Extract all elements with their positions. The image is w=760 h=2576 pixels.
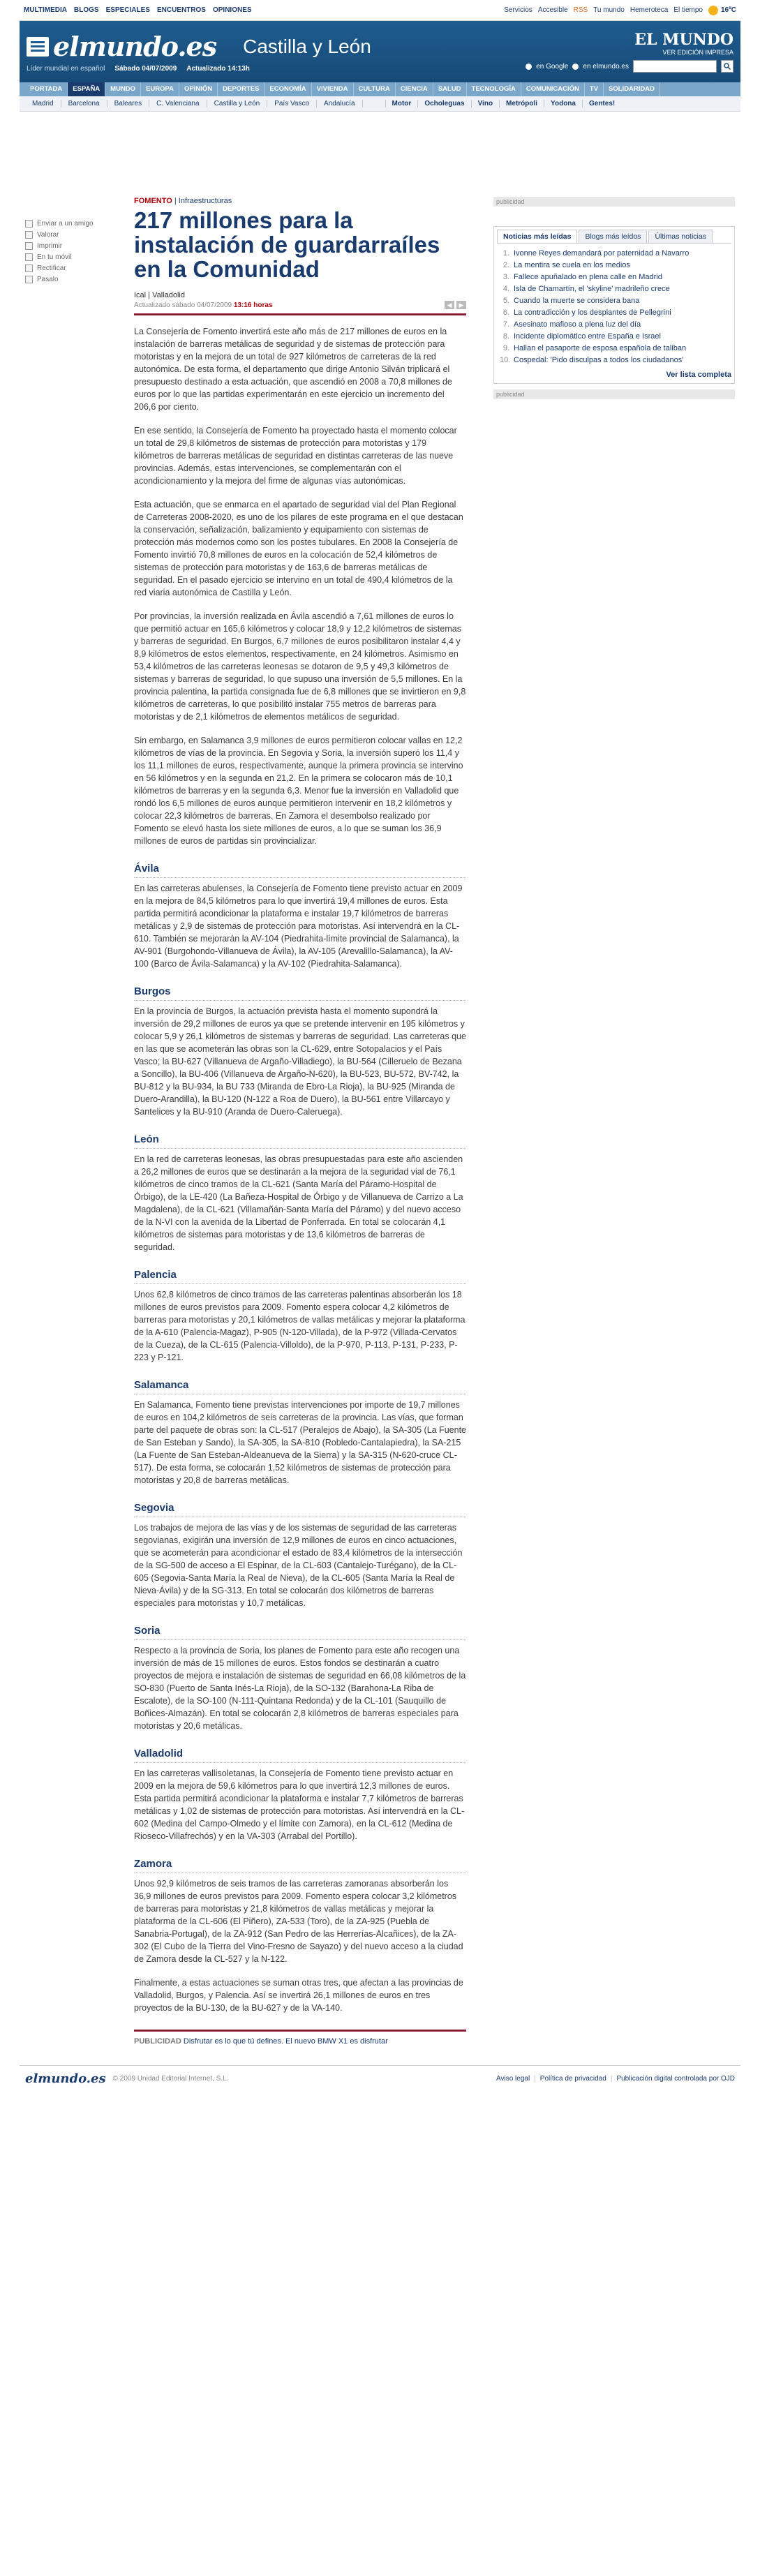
article-headline: 217 millones para la instalación de guardarraíles en la Comunidad	[134, 207, 440, 282]
article-updated-text	[134, 301, 273, 309]
top-link-hemeroteca[interactable]: Hemeroteca	[629, 6, 669, 14]
article-updated	[134, 301, 466, 309]
footer-links	[496, 2075, 735, 2083]
most-read-item[interactable]	[500, 319, 729, 331]
top-bar	[20, 0, 740, 21]
article-subheading: Palencia	[134, 1269, 466, 1284]
article-paragraph: Por provincias, la inversión realizada en Ávila ascendió a 7,61 millones de euros lo que permitió actuar en 165,6 kilómetros y colocar 18,9 y 12,2 kilómetros de sistemas y barreras de seguridad. En Burgos, 6,7 millones de euros posibilitaron instalar 4,4 y 8,9 kilómetros de estos elementos, respectivamente, en 24 kilómetros. Asimismo en 53,4 kilómetros de las carreteras leonesas se dotaron de 9,5 y 49,3 kilómetros de sistemas y barreras de seguridad, lo que supuso una inversión de 5,5 millones. En la provincia palentina, la partida consignada fue de 6,8 millones que se invirtieron en 9,8 kilómetros de carreteras, lo que posibilitó instalar 755 metros de barreras para motoristas y de 2,1 kilómetros de elementos metálicos de seguridad.	[134, 611, 466, 722]
article-subsection[interactable]: Infraestructuras	[178, 197, 232, 205]
logo-text: elmundo.es	[53, 31, 217, 62]
article-body	[134, 325, 466, 2014]
search-google-radio[interactable]	[526, 64, 532, 70]
footer-link-ojd[interactable]: Publicación digital controlada por OJD	[616, 2075, 735, 2083]
item-number: 3.	[502, 273, 509, 281]
article-paragraph: Respecto a la provincia de Soria, los planes de Fomento para este año recogen una inversión de más de 15 millones de euros. Estos fondos se destinarán a cuatro proyectos de mejora e instalación de sistemas de seguridad en 66,08 kilómetros de la SO-830 (Puerto de Santa Inés-La Rioja), de la SO-132 (Barahona-La Riba de Escalote), de la SO-100 (N-111-Quintana Redonda) y de la CL-101 (Sauquillo de Boñices-Almazán). En total se colocarán 2,8 kilómetros de barreras especiales para motoristas y 20,6 metálicas.	[134, 1646, 466, 1731]
promo-nav-item[interactable]: Gentes!	[582, 100, 621, 107]
section-nav-item[interactable]: DEPORTES	[218, 82, 264, 96]
ad-label: PUBLICIDAD	[134, 2037, 181, 2046]
printer-icon	[25, 242, 33, 250]
masthead-subline	[27, 65, 371, 73]
most-read-item[interactable]	[500, 248, 729, 260]
top-link-tu-mundo[interactable]: Tu mundo	[593, 6, 625, 14]
promo-nav-item[interactable]: Metrópoli	[499, 100, 544, 107]
article-paragraph: Esta actuación, que se enmarca en el apartado de seguridad vial del Plan Regional de Carreteras 2008-2020, es uno de los pilares de este programa en el que destacan la conservación, señalización, balizamiento y equipamiento con sistemas de protección más modernos como son los postes tubulares. En 2008 la Consejería de Fomento invirtió 70,8 millones de euros en la colocación de 52,4 kilómetros de sistemas de protección para motoristas y de 163,6 de barreras metálicas de seguridad. En el pasado ejercicio se intervino en un total de 490,4 kilómetros de la red viaria autonómica de Castilla y León.	[134, 500, 463, 597]
item-number: 7.	[502, 320, 509, 329]
city-nav-item[interactable]: País Vasco	[267, 100, 317, 107]
top-link-servicios[interactable]: Servicios	[504, 6, 532, 14]
print-edition-link[interactable]: VER EDICIÓN IMPRESA	[662, 49, 733, 56]
masthead	[20, 21, 740, 82]
search-site-radio[interactable]	[572, 64, 579, 70]
footer-copyright: © 2009 Unidad Editorial Internet, S.L.	[112, 2075, 229, 2083]
top-nav-item[interactable]: MULTIMEDIA	[24, 6, 68, 14]
promo-nav-item[interactable]: Yodona	[544, 100, 582, 107]
ad-space	[20, 112, 740, 188]
tool-mobile[interactable]	[25, 251, 123, 262]
tool-print[interactable]	[25, 240, 123, 251]
rss-link[interactable]: RSS	[573, 6, 588, 14]
top-nav-item[interactable]: ESPECIALES	[105, 6, 150, 14]
most-read-box	[493, 226, 735, 384]
section-nav-item[interactable]: SALUD	[433, 82, 467, 96]
item-title: Isla de Chamartín, el 'skyline' madrileño crece	[514, 285, 670, 293]
top-nav-item[interactable]: BLOGS	[74, 6, 99, 14]
ad-label: publicidad	[493, 389, 735, 399]
footer-link-legal[interactable]: Aviso legal	[496, 2075, 530, 2083]
article-subheading: Burgos	[134, 985, 466, 1001]
weather-temp: 16ºC	[721, 6, 736, 14]
mobile-icon	[25, 253, 33, 261]
search-input[interactable]	[633, 60, 717, 73]
star-icon	[25, 231, 33, 239]
article-ad-footer	[134, 2030, 466, 2046]
article-paragraph: La Consejería de Fomento invertirá este año más de 217 millones de euros en la instalación de barreras metálicas de seguridad y de sistemas de protección para motoristas y en la mejora de un total de 927 kilómetros de carreteras de la red autonómica. De esta forma, el departamento que dirige Antonio Silván triplicará el presupuesto destinado a esta actuación, que ascendió en 2008 a 70,8 millones de euros por lo que las partidas experimentarán en este ejercicio un incremento del 206,6 por ciento.	[134, 327, 452, 412]
region-title: Castilla y León	[243, 35, 371, 57]
item-number: 1.	[502, 249, 509, 258]
most-read-list	[497, 244, 731, 366]
search-site-label: en elmundo.es	[583, 62, 629, 70]
logo-mark-icon	[27, 37, 49, 57]
footer-link-privacy[interactable]: Política de privacidad	[539, 2075, 606, 2083]
top-links	[504, 6, 736, 15]
most-read-item[interactable]	[500, 307, 729, 319]
section-nav-item[interactable]: OPINIÓN	[179, 82, 218, 96]
promo-nav-item[interactable]: Motor	[385, 100, 418, 107]
section-nav-item[interactable]: VIVIENDA	[312, 82, 354, 96]
item-number: 4.	[502, 285, 509, 293]
article-paragraph: En la red de carreteras leonesas, las obras presupuestadas para este año ascienden a 26,2 millones de euros que se destinarán a la mejora de la seguridad vial de 76,1 kilómetros de cinco tramos de la CL-621 (Santa María del Páramo-Hospital de Órbigo), de la LE-420 (La Bañeza-Hospital de Órbigo y de Villanueva de Carrizo a La Magdalena), de la CL-621 (Villamañán-Santa María del Páramo) y del nuevo acceso de la N-VI con la avenida de la Libertad de Ponferrada. En total se colocarán 4,1 kilómetros de sistemas para motoristas y de 13,6 kilómetros de barreras de seguridad.	[134, 1154, 463, 1252]
article-subheading: Valladolid	[134, 1748, 466, 1763]
sun-icon	[708, 6, 718, 15]
most-read-item[interactable]	[500, 343, 729, 355]
search-icon	[724, 63, 731, 70]
article-paragraph: Finalmente, a estas actuaciones se suman otras tres, que afectan a las provincias de Valladolid, Burgos, y Palencia. Así se invertirá 26,1 millones de euros en tres proyectos de la BU-130, de la BU-627 y de la VA-140.	[134, 1978, 463, 2013]
article-kicker: FOMENTO | Infraestructuras	[134, 197, 232, 205]
section-nav-item[interactable]: MUNDO	[105, 82, 141, 96]
promo-nav-item[interactable]: Ocholeguas	[417, 100, 470, 107]
article-tools	[25, 197, 123, 2046]
city-nav-item[interactable]: Madrid	[25, 100, 61, 107]
tool-label: Enviar a un amigo	[37, 219, 94, 228]
ad-label: publicidad	[493, 197, 735, 207]
article-paragraph: En Salamanca, Fomento tiene previstas intervenciones por importe de 19,7 millones de euros en 104,2 kilómetros de seis carreteras de la provincia. Las vías, que forman parte del paquete de obras son: la CL-517 (Peralejos de Abajo), la SA-305 (La Fuente de San Esteban y Sando), la SA-305, la SA-810 (Robledo-Cantalapiedra), la SA-215 (La Fuente de San Esteban-Aldeanueva de la Sierra) y la SA-315 (N-620-cruce CL-517). De esta forma, se colocarán 1,52 kilómetros de sistemas de protección para motoristas y 20,8 de barreras metálicas.	[134, 1400, 467, 1485]
article-subheading: Soria	[134, 1625, 466, 1640]
content-layout	[20, 188, 740, 2046]
item-title: Hallan el pasaporte de esposa española de taliban	[514, 344, 687, 352]
item-number: 2.	[502, 261, 509, 269]
city-nav-item[interactable]: Andalucía	[317, 100, 362, 107]
next-arrow-icon[interactable]: ▶	[456, 301, 466, 309]
tool-share[interactable]	[25, 274, 123, 285]
ad-block	[493, 209, 735, 222]
item-title: La mentira se cuela en los medios	[514, 261, 630, 269]
slogan: Líder mundial en español	[27, 65, 105, 73]
tool-label: Imprimir	[37, 241, 63, 250]
section-nav-item[interactable]: TV	[585, 82, 604, 96]
most-read-item[interactable]	[500, 260, 729, 271]
ad-link[interactable]: Disfrutar es lo que tú defines. El nuevo BMW X1 es disfrutar	[183, 2037, 388, 2046]
most-read-tabs	[497, 230, 731, 244]
top-link-el-tiempo[interactable]: El tiempo	[673, 6, 703, 14]
search-google-label: en Google	[536, 62, 569, 70]
search-button[interactable]	[721, 60, 733, 73]
footer-logo[interactable]: elmundo.es	[25, 2071, 106, 2086]
logo-area	[27, 21, 371, 82]
sidebar	[493, 197, 735, 2046]
article-paragraph: Unos 92,9 kilómetros de seis tramos de las carreteras zamoranas absorberán los 36,9 millones de euros previstos para 2009. Fomento espera colocar 3,2 kilómetros de barreras para motoristas y 21,8 kilómetros de vallas metálicas y mejorar la plataforma de la CL-606 (El Piñero), ZA-533 (Toro), de la ZA-925 (Puebla de Sanabria-Portugal), de la ZA-912 (San Pedro de las Herrerías-Alcañices), de la ZA-302 (El Cubo de la Tierra del Vino-Fresno de Sayazo) y del nuevo acceso a la ciudad de Zamora desde la CL-527 y la N-122.	[134, 1879, 463, 1964]
article-paragraph: En las carreteras vallisoletanas, la Consejería de Fomento tiene previsto actuar en 2009 en la mejora de 59,6 kilómetros para lo que invertirá 12,3 millones de euros. Esta partida permitirá acondicionar la plataforma e instalar 7,7 kilómetros de barreras metálicas y 1,02 de sistemas de protección para motoristas. Así intervendrá en la CL-602 (Medina del Campo-Olmedo y el límite con Zamora), en la CL-612 (Medina de Rioseco-Villafrechós) y en la VA-303 (Arrabal del Portillo).	[134, 1769, 465, 1841]
article-subheading: León	[134, 1133, 466, 1149]
article-paragraph: En ese sentido, la Consejería de Fomento ha proyectado hasta el momento colocar un total de 29,8 kilómetros de sistemas de protección para motoristas y 179 kilómetros de barreras metálicas de seguridad en distintas carreteras de las nueve provincias. Además, estas intervenciones, se complementarán con el acondicionamiento y la mejora del firme de algunas vías autonómicas.	[134, 426, 457, 486]
section-nav-item[interactable]: COMUNICACIÓN	[521, 82, 585, 96]
top-nav	[24, 6, 252, 14]
article-byline: Ical | Valladolid	[134, 291, 185, 299]
article-rule	[134, 313, 466, 315]
tool-label: Pasalo	[37, 275, 59, 283]
city-nav-item[interactable]: Barcelona	[61, 100, 107, 107]
top-nav-item[interactable]: OPINIONES	[212, 6, 252, 14]
article-paragraph: En las carreteras abulenses, la Consejería de Fomento tiene previsto actuar en 2009 en la mejora de 84,5 kilómetros para lo que invertirá 19,4 millones de euros. Esta partida permitirá acondicionar la plataforma e instalar 19,7 kilómetros de barreras metálicas y 2,9 de sistemas de protección para motoristas. Así intervendrá en la CL-610. También se mejorarán la AV-104 (Piedrahita-límite provincial de Salamanca), la AV-901 (Burgohondo-Villanueva de Ávila), la AV-105 (Arevalillo-Salamanca), la AV-100 (Barco de Ávila-Salamanca) y la AV-102 (Piedrahita-Salamanca).	[134, 884, 463, 969]
article-subheading: Ávila	[134, 863, 466, 878]
item-title: La contradicción y los desplantes de Pellegrini	[514, 308, 671, 317]
updated-label: Actualizado sábado 04/07/2009	[134, 301, 232, 309]
most-read-item[interactable]	[500, 283, 729, 295]
article-section[interactable]: FOMENTO	[134, 197, 172, 205]
tool-correct[interactable]	[25, 262, 123, 274]
masthead-date: Sábado 04/07/2009	[114, 65, 177, 73]
top-link-accesible[interactable]: Accesible	[537, 6, 568, 14]
search-row	[526, 60, 733, 73]
item-title: Asesinato mafioso a plena luz del día	[514, 320, 641, 329]
top-nav-item[interactable]: ENCUENTROS	[156, 6, 206, 14]
item-number: 5.	[502, 297, 509, 305]
city-nav-item[interactable]: C. Valenciana	[149, 100, 207, 107]
tab-latest-news[interactable]: Últimas noticias	[648, 230, 713, 243]
page	[20, 0, 740, 2100]
most-read-item[interactable]	[500, 331, 729, 343]
page-footer	[20, 2065, 740, 2100]
city-nav-item[interactable]: Baleares	[107, 100, 149, 107]
article-paragraph: Los trabajos de mejora de las vías y de los sistemas de seguridad de las carreteras segovianas, exigirán una inversión de 12,9 millones de euros en cinco actuaciones, que se acometerán para acondicionar el estado de 83,4 kilómetros de la intersección de la SG-500 de acceso a El Espinar, de la CL-603 (Cantalejo-Turégano), de la CL-605 (Segovia-Santa María la Real de Nieva), de la CL-605 (Santa María la Real de Nieva-Ávila) y de la SG-313. En total se colocarán dos kilómetros de barreras especiales para motoristas y 10,7 metálicas.	[134, 1523, 463, 1608]
item-title: Cospedal: 'Pido disculpas a todos los ciudadanos'	[514, 356, 684, 364]
mail-icon	[25, 220, 33, 228]
footer-separator: |	[534, 2075, 536, 2083]
section-nav-item[interactable]: CULTURA	[354, 82, 396, 96]
item-title: Incidente diplomático entre España e Israel	[514, 332, 661, 341]
section-nav-item[interactable]: ECONOMÍA	[264, 82, 311, 96]
item-number: 10.	[500, 356, 511, 364]
previous-arrow-icon[interactable]: ◀	[445, 301, 454, 309]
tool-label: Valorar	[37, 230, 59, 239]
section-nav-item-active[interactable]: ESPAÑA	[68, 82, 105, 96]
article	[134, 197, 466, 2046]
section-nav-item[interactable]: EUROPA	[141, 82, 179, 96]
item-title: Cuando la muerte se considera bana	[514, 297, 640, 305]
item-number: 6.	[502, 308, 509, 317]
section-nav-item[interactable]: PORTADA	[25, 82, 68, 96]
tab-most-read-blogs[interactable]: Blogs más leídos	[579, 230, 647, 243]
masthead-right	[526, 21, 733, 82]
article-paragraph: Sin embargo, en Salamanca 3,9 millones de euros permitieron colocar vallas en 12,2 kilómetros de vías de la provincia. En Segovia y Soria, la inversión superó los 11,4 y los 11,1 millones de euros, respectivamente, aunque la primera provincia se intervino en 56 kilómetros y en la segunda en 21,2. En la primera se colocaron más de 10,1 kilómetros de barreras y en la segunda 6,3. Menor fue la inversión en Valladolid que rondó los 6,5 millones de euros aunque permitieron intervenir en 18,2 kilómetros y colocar 22,3 kilómetros de barreras. En Zamora el desembolso realizado por Fomento se elevó hasta los siete millones de euros, a lo que se suman los 36,9 millones de euros de partidas sin provincializar.	[134, 736, 463, 846]
section-nav-item[interactable]: SOLIDARIDAD	[604, 82, 660, 96]
city-nav	[20, 96, 740, 112]
edit-icon	[25, 265, 33, 272]
article-subheading: Segovia	[134, 1502, 466, 1517]
footer-separator: |	[610, 2075, 613, 2083]
item-title: Fallece apuñalado en plena calle en Madrid	[514, 273, 662, 281]
tool-label: En tu móvil	[37, 253, 72, 261]
tab-most-read[interactable]: Noticias más leídas	[497, 230, 577, 243]
article-paragraph: En la provincia de Burgos, la actuación prevista hasta el momento supondrá la inversión de 29,2 millones de euros ya que se pretende intervenir en 195 kilómetros y colocar 5,9 y 26,1 kilómetros de sistemas y barreras de seguridad. Las carreteras que en las que se acometerán las obras son la CL-629, entre Sotopalacios y el País Vasco; la BU-627 (Villanueva de Argaño-Villadiego), la BU-564 (Cilleruelo de Bezana a Soncillo), la BU-406 (Villanueva de Argaño-N-620), la BU-523, BU-572, BV-742, la BU-812 y la BU-934, la BU 733 (Miranda de Ebro-La Rioja), la BU-925 (Miranda de Duero-Arandilla), la BU-120 (N-122 a Roa de Duero), la BU-561 entre Villarcayo y Santelices y la BU-910 (Aranda de Duero-Caleruega).	[134, 1006, 466, 1117]
section-nav-item[interactable]: TECNOLOGÍA	[467, 82, 521, 96]
site-logo[interactable]	[27, 31, 371, 62]
article-subheading: Salamanca	[134, 1379, 466, 1394]
most-read-item[interactable]	[500, 295, 729, 307]
item-number: 8.	[502, 332, 509, 341]
most-read-item[interactable]	[500, 271, 729, 283]
article-subheading: Zamora	[134, 1858, 466, 1873]
updated-time: 13:16 horas	[233, 301, 273, 309]
section-nav	[20, 82, 740, 96]
masthead-updated: Actualizado 14:13h	[186, 65, 250, 73]
print-edition-logo[interactable]: EL MUNDO	[634, 31, 733, 49]
promo-nav-item[interactable]: Vino	[471, 100, 499, 107]
weather-widget[interactable]	[708, 6, 736, 15]
full-list-link[interactable]: Ver lista completa	[666, 371, 731, 379]
tool-label: Rectificar	[37, 264, 66, 272]
item-number: 9.	[502, 344, 509, 352]
tool-rate[interactable]	[25, 229, 123, 240]
city-nav-item[interactable]: Castilla y León	[207, 100, 268, 107]
article-nav-arrows	[445, 301, 466, 309]
item-title: Ivonne Reyes demandará por paternidad a Navarro	[514, 249, 690, 258]
section-nav-item[interactable]: CIENCIA	[396, 82, 433, 96]
tool-send-friend[interactable]	[25, 218, 123, 229]
article-paragraph: Unos 62,8 kilómetros de cinco tramos de las carreteras palentinas absorberán los 18 millones de euros previstos para 2009. Fomento espera colocar 4,2 kilómetros de barreras para motoristas y 20,1 kilómetros de vallas metálicas y mejorar la plataforma de la A-610 (Palencia-Magaz), P-905 (N-120-Villada), de la P-972 (Villada-Cervatos de la Cueza), de la CL-615 (Palencia-Villoldo), de la P-970, P-113, P-131, P-233, P-223 y P-121.	[134, 1290, 465, 1362]
most-read-item[interactable]	[500, 355, 729, 366]
share-icon	[25, 276, 33, 283]
